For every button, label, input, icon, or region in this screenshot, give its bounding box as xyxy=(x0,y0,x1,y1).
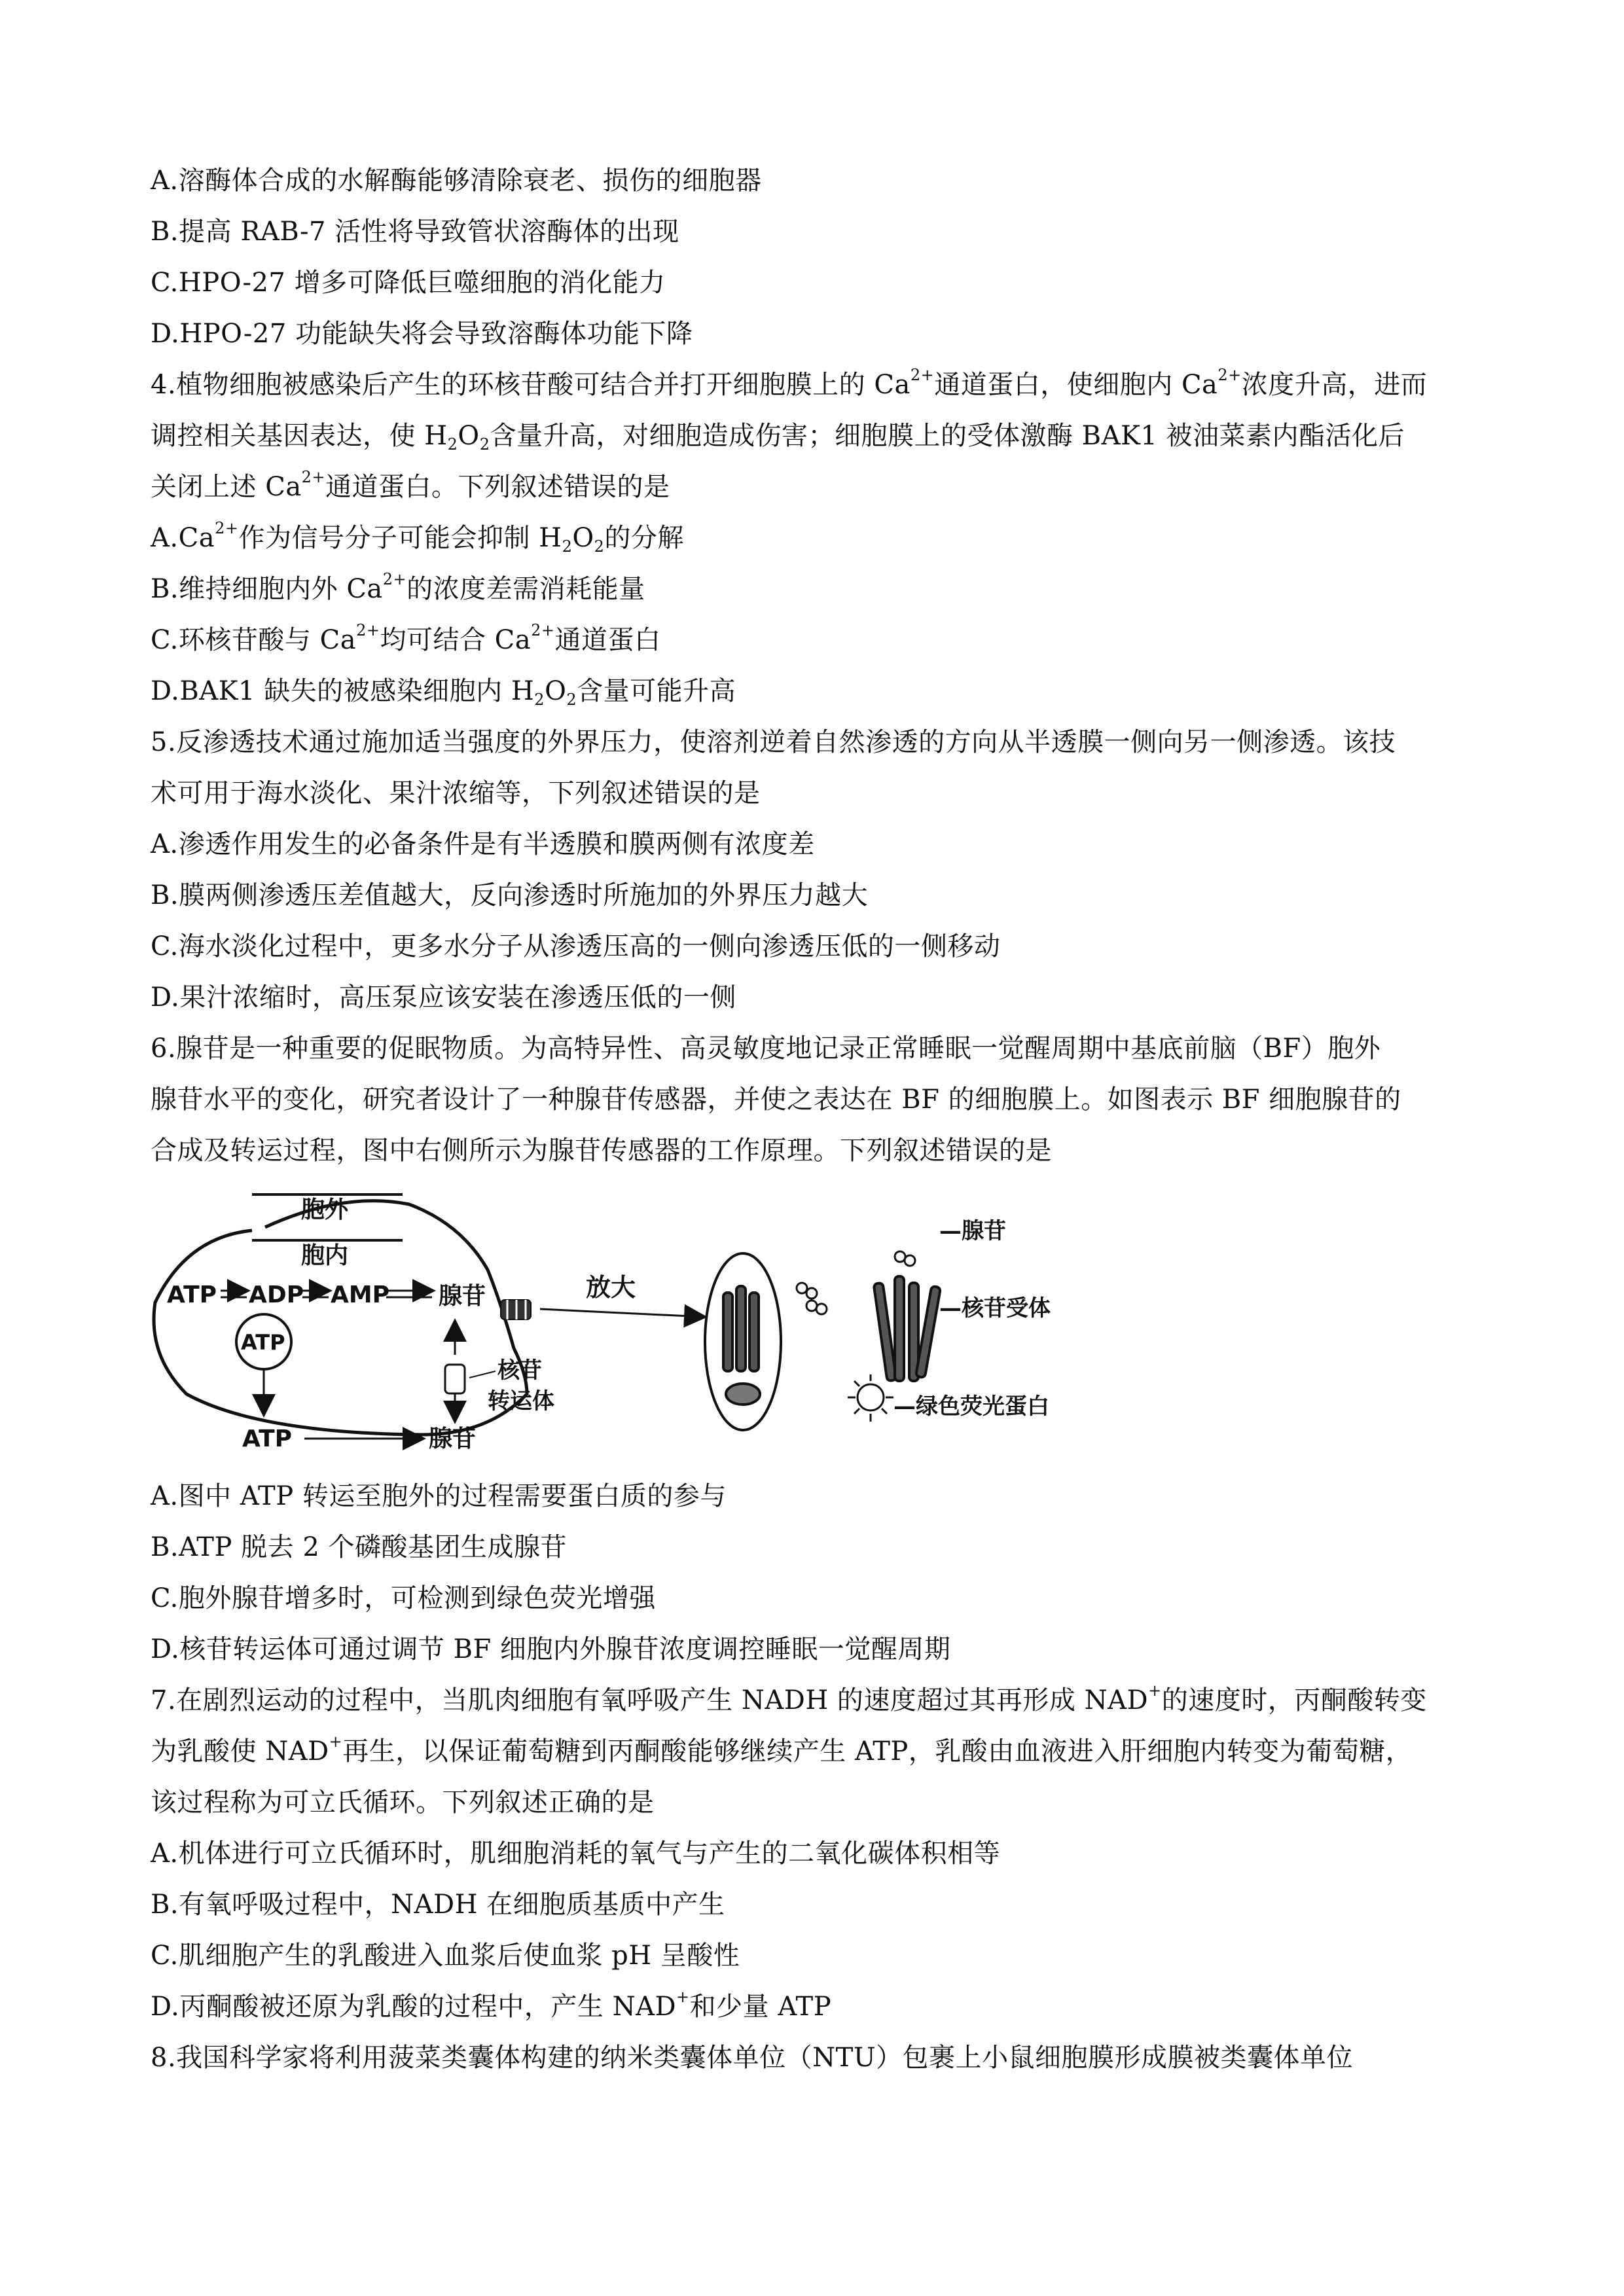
q6-option-d: D.核苷转运体可通过调节 BF 细胞内外腺苷浓度调控睡眠一觉醒周期 xyxy=(151,1634,951,1664)
q6-stem-line3: 合成及转运过程，图中右侧所示为腺苷传感器的工作原理。下列叙述错误的是 xyxy=(151,1136,1052,1166)
q7-stem-line2: 为乳酸使 NAD+再生，以保证葡萄糖到丙酮酸能够继续产生 ATP，乳酸由血液进入肝细胞内转变为葡萄糖， xyxy=(151,1732,1413,1767)
gfp-glow xyxy=(848,1374,893,1422)
label-inside: 胞内 xyxy=(301,1242,349,1269)
cell-membrane xyxy=(154,1201,527,1435)
vesicle-atp: ATP xyxy=(241,1330,285,1355)
receptor-closed xyxy=(723,1286,760,1405)
magnify-label: 放大 xyxy=(586,1273,636,1302)
chain-adp: ADP xyxy=(249,1282,304,1308)
q7-option-a: A.机体进行可立氏循环时，肌细胞消耗的氧气与产生的二氧化碳体积相等 xyxy=(151,1839,1001,1869)
adenosine-sensor-figure xyxy=(147,1178,1103,1460)
q5-stem-line1: 5.反渗透技术通过施加适当强度的外界压力，使溶剂逆着自然渗透的方向从半透膜一侧向另一侧渗透。该技 xyxy=(151,727,1396,757)
q3-option-a: A.溶酶体合成的水解酶能够清除衰老、损伤的细胞器 xyxy=(151,166,762,196)
q7-option-d: D.丙酮酸被还原为乳酸的过程中，产生 NAD+和少量 ATP xyxy=(151,1988,832,2022)
bottom-atp: ATP xyxy=(242,1426,293,1452)
label-gfp: —绿色荧光蛋白 xyxy=(893,1393,1049,1420)
bottom-adenosine: 腺苷 xyxy=(429,1426,477,1452)
q6-stem-line2: 腺苷水平的变化，研究者设计了一种腺苷传感器，并使之表达在 BF 的细胞膜上。如图表示 BF 细胞腺苷的 xyxy=(151,1085,1401,1115)
q5-option-b: B.膜两侧渗透压差值越大，反向渗透时所施加的外界压力越大 xyxy=(151,880,869,910)
q5-option-d: D.果汁浓缩时，高压泵应该安装在渗透压低的一侧 xyxy=(151,982,736,1013)
label-nucleoside-receptor: —核苷受体 xyxy=(939,1295,1051,1321)
q5-option-a: A.渗透作用发生的必备条件是有半透膜和膜两侧有浓度差 xyxy=(151,829,815,859)
q4-stem-line2: 调控相关基因表达，使 $H_2O_2$含量升高，对细胞造成伤害；细胞膜上的受体激酶 BAK1 被油菜素内酯活化后 xyxy=(151,421,1405,454)
receptor-active xyxy=(874,1276,941,1381)
q4-stem-line1: 4.植物细胞被感染后产生的环核苷酸可结合并打开细胞膜上的 $Ca^{2+}$通道蛋白，使细胞内 $Ca^{2+}$浓度升高，进而 xyxy=(151,366,1428,400)
chain-atp: ATP xyxy=(167,1282,217,1308)
q3-option-d: D.HPO-27 功能缺失将会导致溶酶体功能下降 xyxy=(151,319,693,349)
q4-option-c: C.环核苷酸与 $Ca^{2+}$均可结合 $Ca^{2+}$通道蛋白 xyxy=(151,621,661,655)
q7-stem-line1: 7.在剧烈运动的过程中，当肌肉细胞有氧呼吸产生 NADH 的速度超过其再形成 NAD+的速度时，丙酮酸转变 xyxy=(151,1681,1427,1715)
magnify-arrow xyxy=(540,1309,704,1317)
chain-amp: AMP xyxy=(331,1282,390,1308)
q6-option-c: C.胞外腺苷增多时，可检测到绿色荧光增强 xyxy=(151,1583,656,1613)
q7-stem-line3: 该过程称为可立氏循环。下列叙述正确的是 xyxy=(151,1787,655,1818)
transporter-label-2: 转运体 xyxy=(488,1388,554,1414)
q4-stem-line3: 关闭上述 $Ca^{2+}$通道蛋白。下列叙述错误的是 xyxy=(151,468,670,502)
q6-stem-line1: 6.腺苷是一种重要的促眠物质。为高特异性、高灵敏度地记录正常睡眠一觉醒周期中基底前脑（BF）胞外 xyxy=(151,1033,1381,1064)
label-adenosine: —腺苷 xyxy=(939,1218,1006,1244)
q3-option-c: C.HPO-27 增多可降低巨噬细胞的消化能力 xyxy=(151,268,666,298)
q3-option-b: B.提高 RAB-7 活性将导致管状溶酶体的出现 xyxy=(151,217,679,247)
q7-option-c: C.肌细胞产生的乳酸进入血浆后使血浆 pH 呈酸性 xyxy=(151,1941,740,1971)
nucleoside-transporter xyxy=(445,1365,465,1393)
q5-option-c: C.海水淡化过程中，更多水分子从渗透压高的一侧向渗透压低的一侧移动 xyxy=(151,931,1001,961)
membrane-sensor xyxy=(501,1300,531,1319)
q4-option-b: B.维持细胞内外 $Ca^{2+}$的浓度差需消耗能量 xyxy=(151,570,645,604)
chain-adenosine: 腺苷 xyxy=(439,1283,486,1310)
q7-option-b: B.有氧呼吸过程中，NADH 在细胞质基质中产生 xyxy=(151,1890,725,1920)
q8-stem-line1: 8.我国科学家将利用菠菜类囊体构建的纳米类囊体单位（NTU）包裹上小鼠细胞膜形成膜被类囊体单位 xyxy=(151,2043,1354,2073)
q5-stem-line2: 术可用于海水淡化、果汁浓缩等，下列叙述错误的是 xyxy=(151,778,761,808)
q4-option-a: $A.Ca^{2+}$作为信号分子可能会抑制 $H_2O_2$的分解 xyxy=(151,519,684,556)
transporter-label-1: 核苷 xyxy=(497,1357,542,1384)
transporter-pointer xyxy=(469,1371,496,1378)
label-outside: 胞外 xyxy=(301,1196,349,1223)
q6-option-a: A.图中 ATP 转运至胞外的过程需要蛋白质的参与 xyxy=(151,1481,727,1511)
q4-option-d: D.BAK1 缺失的被感染细胞内 $H_2O_2$含量可能升高 xyxy=(151,676,736,709)
q6-option-b: B.ATP 脱去 2 个磷酸基团生成腺苷 xyxy=(151,1532,567,1562)
